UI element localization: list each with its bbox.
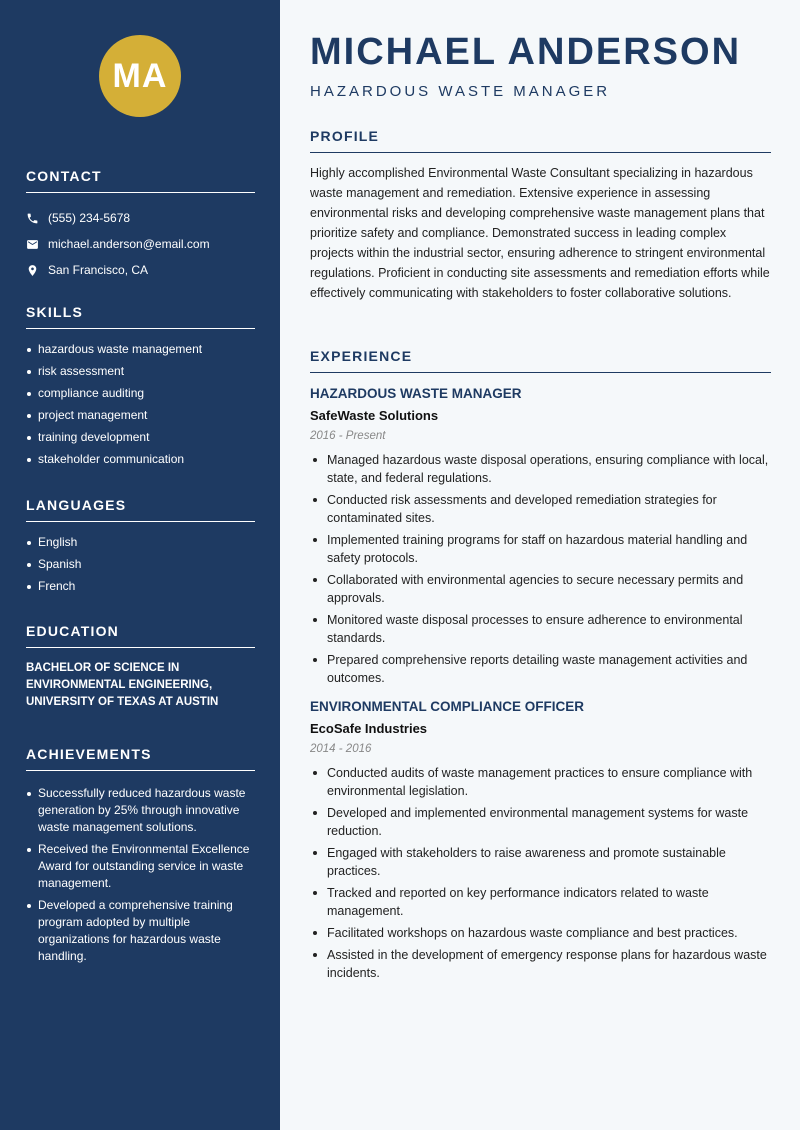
experience-heading: EXPERIENCE [310, 348, 771, 373]
skill-item: training development [26, 429, 255, 446]
job-title: ENVIRONMENTAL COMPLIANCE OFFICER [310, 699, 585, 714]
job-bullet: Conducted audits of waste management practices to ensure compliance with environmental legislation. [310, 764, 771, 800]
job-entry [310, 699, 771, 982]
languages-list [26, 534, 255, 595]
company-name: SafeWaste Solutions [310, 408, 439, 423]
languages-section [26, 497, 255, 600]
profile-text: Highly accomplished Environmental Waste Consultant specializing in hazardous waste management and remediation. Extensive experience in assessing environmental risks and developing comprehensive waste management plans that prioritize safety and compliance. Demonstrated success in leading complex projects within the industrial sector, ensuring adherence to stringent environmental regulations. Proficient in conducting site assessments and remediation efforts while effectively communicating with stakeholders to foster collaborative solutions. [310, 166, 770, 300]
education-degree: BACHELOR OF SCIENCE IN ENVIRONMENTAL ENGINEERING, UNIVERSITY OF TEXAS AT AUSTIN [26, 662, 219, 708]
job-bullet: Monitored waste disposal processes to ensure adherence to environmental standards. [310, 611, 771, 647]
job-bullet: Facilitated workshops on hazardous waste compliance and best practices. [310, 924, 771, 942]
job-entry [310, 386, 771, 687]
avatar: MA [99, 35, 181, 117]
skills-list [26, 341, 255, 468]
company-name: EcoSafe Industries [310, 721, 428, 736]
skill-item: risk assessment [26, 363, 255, 380]
language-item: Spanish [26, 556, 255, 573]
job-bullets [310, 764, 771, 982]
skill-item: project management [26, 407, 255, 424]
skill-item: hazardous waste management [26, 341, 255, 358]
job-role: HAZARDOUS WASTE MANAGER [310, 83, 611, 100]
job-bullet: Assisted in the development of emergency response plans for hazardous waste incidents. [310, 946, 771, 982]
profile-heading: PROFILE [310, 128, 771, 153]
sidebar [0, 0, 280, 1130]
language-item: French [26, 578, 255, 595]
achievements-section [26, 746, 255, 970]
skills-section [26, 304, 255, 473]
job-bullet: Implemented training programs for staff on hazardous material handling and safety protocols. [310, 531, 771, 567]
contact-email [26, 231, 255, 257]
languages-heading: LANGUAGES [26, 497, 255, 522]
email-text[interactable]: michael.anderson@email.com [48, 237, 210, 251]
achievements-heading: ACHIEVEMENTS [26, 746, 255, 771]
education-heading: EDUCATION [26, 623, 255, 648]
achievement-item: Successfully reduced hazardous waste generation by 25% through innovative waste management solutions. [26, 785, 255, 836]
contact-section [26, 168, 255, 283]
language-item: English [26, 534, 255, 551]
contact-heading: CONTACT [26, 168, 255, 193]
job-bullet: Collaborated with environmental agencies to secure necessary permits and approvals. [310, 571, 771, 607]
job-bullets [310, 451, 771, 687]
email-icon [26, 238, 39, 251]
skill-item: compliance auditing [26, 385, 255, 402]
job-bullet: Managed hazardous waste disposal operations, ensuring compliance with local, state, and federal regulations. [310, 451, 771, 487]
job-title: HAZARDOUS WASTE MANAGER [310, 386, 522, 401]
phone-text: (555) 234-5678 [48, 211, 131, 225]
job-bullet: Prepared comprehensive reports detailing waste management activities and outcomes. [310, 651, 771, 687]
job-bullet: Conducted risk assessments and developed remediation strategies for contaminated sites. [310, 491, 771, 527]
profile-section [310, 128, 771, 303]
contact-phone [26, 205, 255, 231]
job-bullet: Tracked and reported on key performance indicators related to waste management. [310, 884, 771, 920]
skills-heading: SKILLS [26, 304, 255, 329]
achievement-item: Developed a comprehensive training program adopted by multiple organizations for hazardous waste handling. [26, 897, 255, 965]
achievement-item: Received the Environmental Excellence Award for outstanding service in waste management. [26, 841, 255, 892]
achievements-list [26, 785, 255, 965]
job-bullet: Engaged with stakeholders to raise awareness and promote sustainable practices. [310, 844, 771, 880]
location-pin-icon [26, 264, 39, 277]
location-text: San Francisco, CA [48, 263, 149, 277]
education-section [26, 623, 255, 711]
full-name: MICHAEL ANDERSON [310, 31, 742, 73]
phone-icon [26, 212, 39, 225]
job-dates: 2016 - Present [310, 430, 386, 442]
skill-item: stakeholder communication [26, 451, 255, 468]
experience-section [310, 348, 771, 986]
job-bullet: Developed and implemented environmental management systems for waste reduction. [310, 804, 771, 840]
job-dates: 2014 - 2016 [310, 743, 372, 755]
contact-location [26, 257, 255, 283]
